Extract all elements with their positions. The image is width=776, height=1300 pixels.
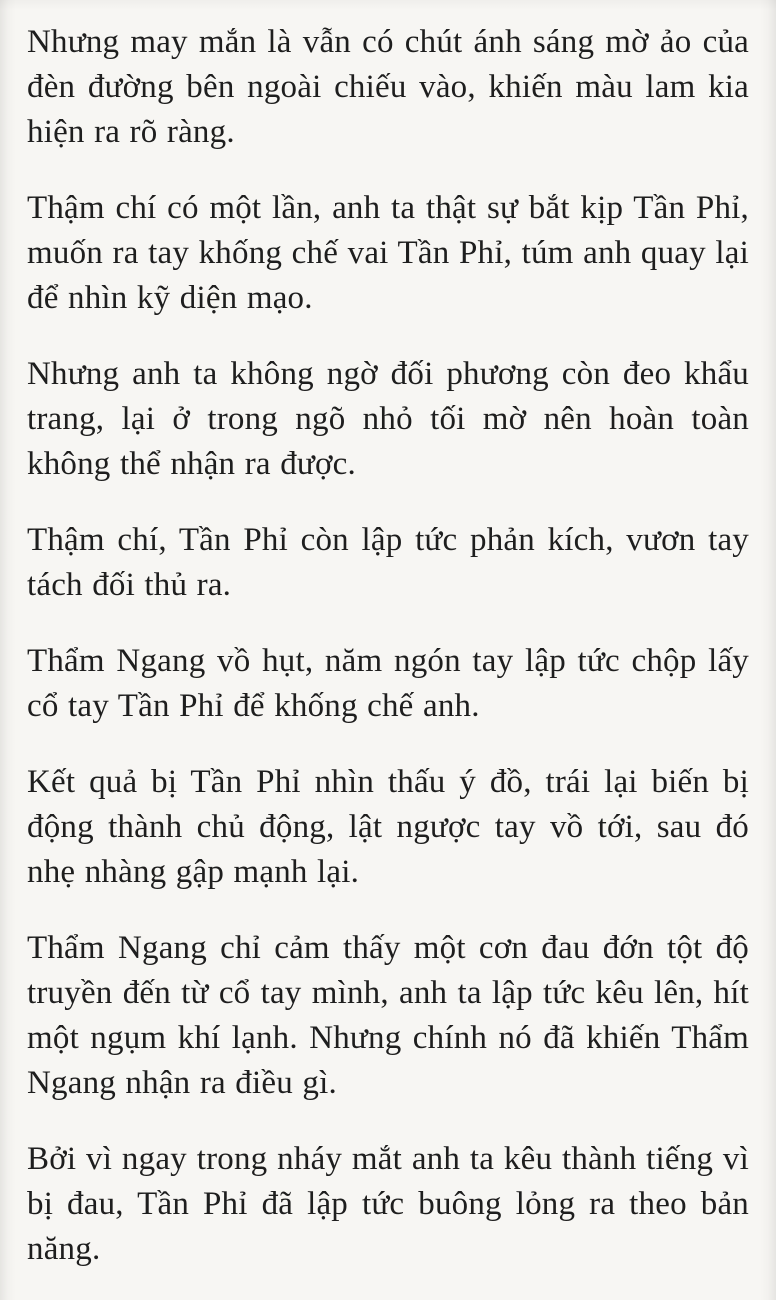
paragraph: Thẩm Ngang vồ hụt, năm ngón tay lập tức chộp lấy cổ tay Tần Phỉ để khống chế anh. [27,643,749,724]
paragraph: Kết quả bị Tần Phỉ nhìn thấu ý đồ, trái lại biến bị động thành chủ động, lật ngược tay vồ tới, sau đó nhẹ nhàng gập mạnh lại. [27,764,749,890]
paragraph: Thậm chí, Tần Phỉ còn lập tức phản kích, vươn tay tách đối thủ ra. [27,522,749,603]
paragraph: Nhưng may mắn là vẫn có chút ánh sáng mờ ảo của đèn đường bên ngoài chiếu vào, khiến màu lam kia hiện ra rõ ràng. [27,24,749,150]
paragraph: Nhưng anh ta không ngờ đối phương còn đeo khẩu trang, lại ở trong ngõ nhỏ tối mờ nên hoàn toàn không thể nhận ra được. [27,356,749,482]
paragraph: Thậm chí có một lần, anh ta thật sự bắt kịp Tần Phỉ, muốn ra tay khống chế vai Tần Phỉ, túm anh quay lại để nhìn kỹ diện mạo. [27,190,749,316]
paragraph: Bởi vì ngay trong nháy mắt anh ta kêu thành tiếng vì bị đau, Tần Phỉ đã lập tức buông lỏng ra theo bản năng. [27,1141,749,1267]
paragraph: Thẩm Ngang chỉ cảm thấy một cơn đau đớn tột độ truyền đến từ cổ tay mình, anh ta lập tức kêu lên, hít một ngụm khí lạnh. Nhưng chính nó đã khiến Thẩm Ngang nhận ra điều gì. [27,930,749,1101]
